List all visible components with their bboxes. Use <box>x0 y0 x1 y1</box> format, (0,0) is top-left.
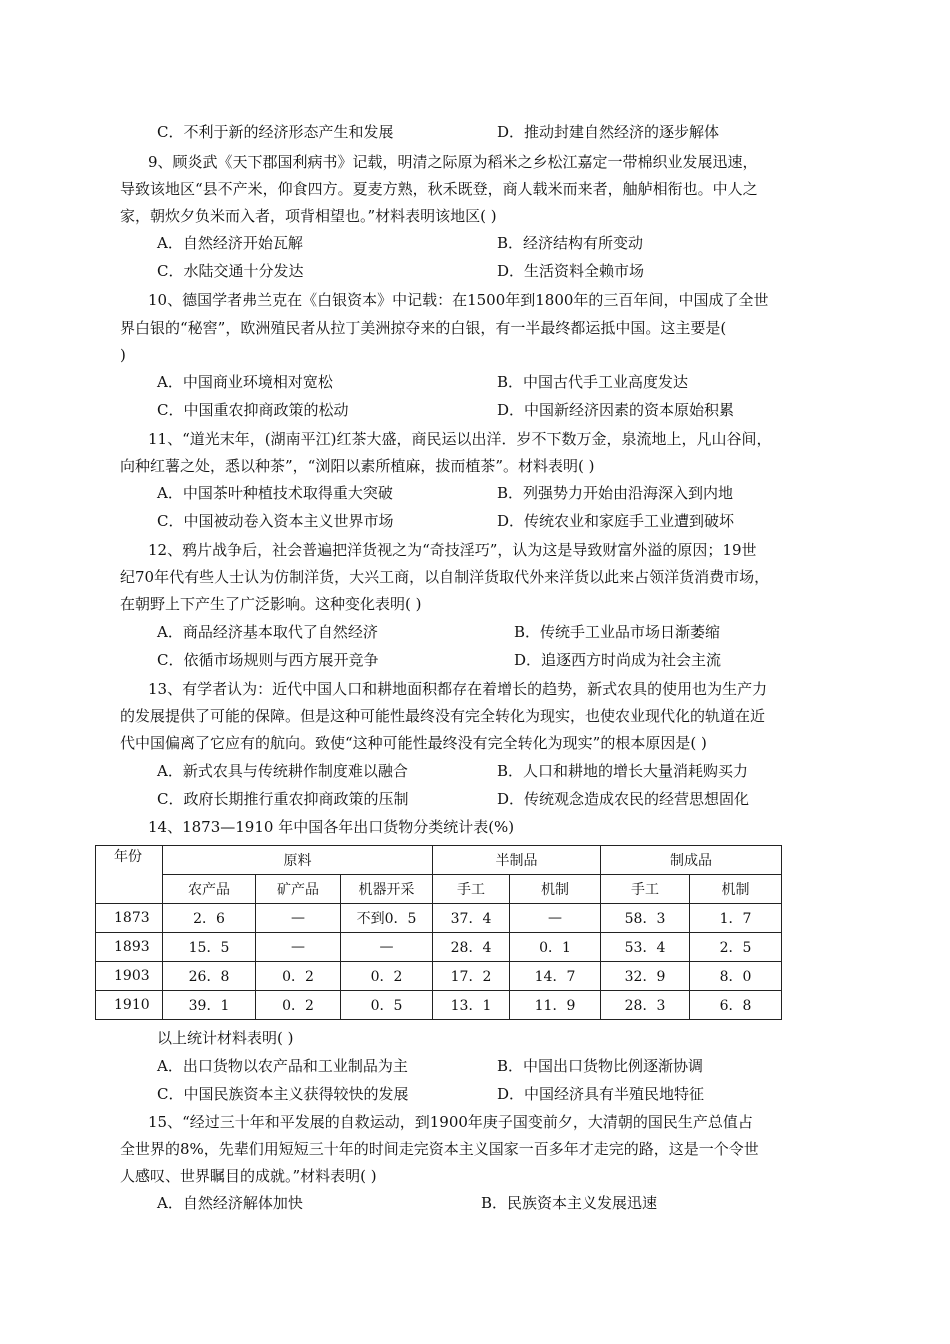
q14-option-c[interactable]: C．中国民族资本主义获得较快的发展 <box>157 1085 409 1103</box>
q10-option-c[interactable]: C．中国重农抑商政策的松动 <box>157 401 349 419</box>
q12-stem-line-3: 在朝野上下产生了广泛影响。这种变化表明( ) <box>120 595 422 613</box>
table-cell: 2．6 <box>163 904 256 933</box>
q13-stem-line-2: 的发展提供了可能的保障。但是这种可能性最终没有完全转化为现实，也使农业现代化的轨道在近 <box>120 707 766 725</box>
q14-option-b[interactable]: B．中国出口货物比例逐渐协调 <box>497 1057 704 1075</box>
q8-option-d[interactable]: D．推动封建自然经济的逐步解体 <box>497 123 720 141</box>
table-cell: 不到0．5 <box>341 904 433 933</box>
table-cell-year: 1873 <box>96 904 163 933</box>
q14-option-d[interactable]: D．中国经济具有半殖民地特征 <box>497 1085 705 1103</box>
table-cell-year: 1903 <box>96 962 163 991</box>
q15-option-b[interactable]: B．民族资本主义发展迅速 <box>481 1194 658 1212</box>
q13-option-d[interactable]: D．传统观念造成农民的经营思想固化 <box>497 790 750 808</box>
q10-stem-line-1: 10、德国学者弗兰克在《白银资本》中记载：在1500年到1800年的三百年间，中国成了全世 <box>148 291 769 309</box>
q13-stem-line-1: 13、有学者认为：近代中国人口和耕地面积都存在着增长的趋势，新式农具的使用也为生产力 <box>148 680 768 698</box>
table-cell: — <box>256 904 341 933</box>
subheader-cell: 手工 <box>433 875 510 904</box>
table-row <box>96 904 782 933</box>
table-cell: 1．7 <box>690 904 782 933</box>
q14-option-a[interactable]: A．出口货物以农产品和工业制品为主 <box>157 1057 408 1075</box>
subheader-cell: 机制 <box>510 875 601 904</box>
q11-option-c[interactable]: C．中国被动卷入资本主义世界市场 <box>157 512 394 530</box>
header-finished: 制成品 <box>601 846 782 875</box>
table-cell: 0．2 <box>341 962 433 991</box>
q9-option-c[interactable]: C．水陆交通十分发达 <box>157 262 304 280</box>
table-cell: — <box>341 933 433 962</box>
q12-option-a[interactable]: A．商品经济基本取代了自然经济 <box>157 623 378 641</box>
q9-option-d[interactable]: D．生活资料全赖市场 <box>497 262 645 280</box>
table-cell: 11．9 <box>510 991 601 1020</box>
subheader-cell: 农产品 <box>163 875 256 904</box>
table-cell: 0．2 <box>256 962 341 991</box>
table-cell: 6．8 <box>690 991 782 1020</box>
subheader-cell: 机器开采 <box>341 875 433 904</box>
table-cell: 28．4 <box>433 933 510 962</box>
table-cell: 58．3 <box>601 904 690 933</box>
table-cell: — <box>256 933 341 962</box>
q9-stem-line-2: 导致该地区“县不产米，仰食四方。夏麦方熟，秋禾既登，商人载米而来者，舳舻相衔也。中人之 <box>120 180 758 198</box>
q13-stem-line-3: 代中国偏离了它应有的航向。致使“这种可能性最终没有完全转化为现实”的根本原因是( ) <box>120 734 707 752</box>
q15-stem-line-2: 全世界的8%，先辈们用短短三十年的时间走完资本主义国家一百多年才走完的路，这是一个令世 <box>120 1140 759 1158</box>
table-cell: 53．4 <box>601 933 690 962</box>
header-year: 年份 <box>96 846 163 904</box>
q9-stem-line-1: 9、顾炎武《天下郡国利病书》记载，明清之际原为稻米之乡松江嘉定一带棉织业发展迅速， <box>148 153 758 171</box>
q12-option-c[interactable]: C．依循市场规则与西方展开竞争 <box>157 651 379 669</box>
q12-option-d[interactable]: D．追逐西方时尚成为社会主流 <box>514 651 722 669</box>
subheader-cell: 机制 <box>690 875 782 904</box>
q12-stem-line-2: 纪70年代有些人士认为仿制洋货，大兴工商，以自制洋货取代外来洋货以此来占领洋货消费市场， <box>120 568 770 586</box>
table-row <box>96 962 782 991</box>
table-cell-year: 1910 <box>96 991 163 1020</box>
q11-stem-line-2: 向种红薯之处，悉以种茶”，“浏阳以素所植麻，拔而植茶”。材料表明( ) <box>120 457 595 475</box>
q14-after-table: 以上统计材料表明( ) <box>157 1029 294 1047</box>
table-cell: 2．5 <box>690 933 782 962</box>
export-stats-table <box>95 845 782 1020</box>
table-header-row <box>96 846 782 875</box>
q13-option-b[interactable]: B．人口和耕地的增长大量消耗购买力 <box>497 762 749 780</box>
q10-option-b[interactable]: B．中国古代手工业高度发达 <box>497 373 689 391</box>
table-cell: — <box>510 904 601 933</box>
q15-stem-line-3: 人感叹、世界瞩目的成就。”材料表明( ) <box>120 1167 377 1185</box>
q14-title: 14、1873—1910 年中国各年出口货物分类统计表(%) <box>148 818 515 836</box>
q11-option-a[interactable]: A．中国茶叶种植技术取得重大突破 <box>157 484 393 502</box>
q13-option-a[interactable]: A．新式农具与传统耕作制度难以融合 <box>157 762 408 780</box>
table-cell: 37．4 <box>433 904 510 933</box>
header-semi-finished: 半制品 <box>433 846 601 875</box>
table-cell: 39．1 <box>163 991 256 1020</box>
table-subheader-row <box>96 875 782 904</box>
table-cell: 0．5 <box>341 991 433 1020</box>
q15-option-a[interactable]: A．自然经济解体加快 <box>157 1194 303 1212</box>
table-cell-year: 1893 <box>96 933 163 962</box>
q9-stem-line-3: 家，朝炊夕负米而入者，项背相望也。”材料表明该地区( ) <box>120 207 497 225</box>
q10-option-d[interactable]: D．中国新经济因素的资本原始积累 <box>497 401 735 419</box>
q11-option-b[interactable]: B．列强势力开始由沿海深入到内地 <box>497 484 734 502</box>
q8-option-c[interactable]: C．不利于新的经济形态产生和发展 <box>157 123 394 141</box>
table-row <box>96 991 782 1020</box>
table-cell: 14．7 <box>510 962 601 991</box>
table-cell: 13．1 <box>433 991 510 1020</box>
table-cell: 28．3 <box>601 991 690 1020</box>
q11-option-d[interactable]: D．传统农业和家庭手工业遭到破坏 <box>497 512 735 530</box>
table-cell: 17．2 <box>433 962 510 991</box>
table-cell: 26．8 <box>163 962 256 991</box>
q9-option-b[interactable]: B．经济结构有所变动 <box>497 234 644 252</box>
table-cell: 15．5 <box>163 933 256 962</box>
header-raw-materials: 原料 <box>163 846 433 875</box>
q13-option-c[interactable]: C．政府长期推行重农抑商政策的压制 <box>157 790 409 808</box>
subheader-cell: 手工 <box>601 875 690 904</box>
table-cell: 0．1 <box>510 933 601 962</box>
table-cell: 32．9 <box>601 962 690 991</box>
table-row <box>96 933 782 962</box>
q15-stem-line-1: 15、“经过三十年和平发展的自救运动，到1900年庚子国变前夕，大清朝的国民生产总值占 <box>148 1113 753 1131</box>
q11-stem-line-1: 11、“道光末年，(湖南平江)红茶大盛，商民运以出洋．岁不下数万金，泉流地上，凡山谷间， <box>148 430 772 448</box>
table-cell: 0．2 <box>256 991 341 1020</box>
q12-stem-line-1: 12、鸦片战争后，社会普遍把洋货视之为“奇技淫巧”，认为这是导致财富外溢的原因；19世 <box>148 541 757 559</box>
subheader-cell: 矿产品 <box>256 875 341 904</box>
q10-stem-line-2: 界白银的“秘窖”，欧洲殖民者从拉丁美洲掠夺来的白银，有一半最终都运抵中国。这主要是( <box>120 319 727 337</box>
q10-option-a[interactable]: A．中国商业环境相对宽松 <box>157 373 333 391</box>
q10-stem-line-3: ) <box>120 346 126 364</box>
q9-option-a[interactable]: A．自然经济开始瓦解 <box>157 234 303 252</box>
q12-option-b[interactable]: B．传统手工业品市场日渐萎缩 <box>514 623 721 641</box>
table-cell: 8．0 <box>690 962 782 991</box>
